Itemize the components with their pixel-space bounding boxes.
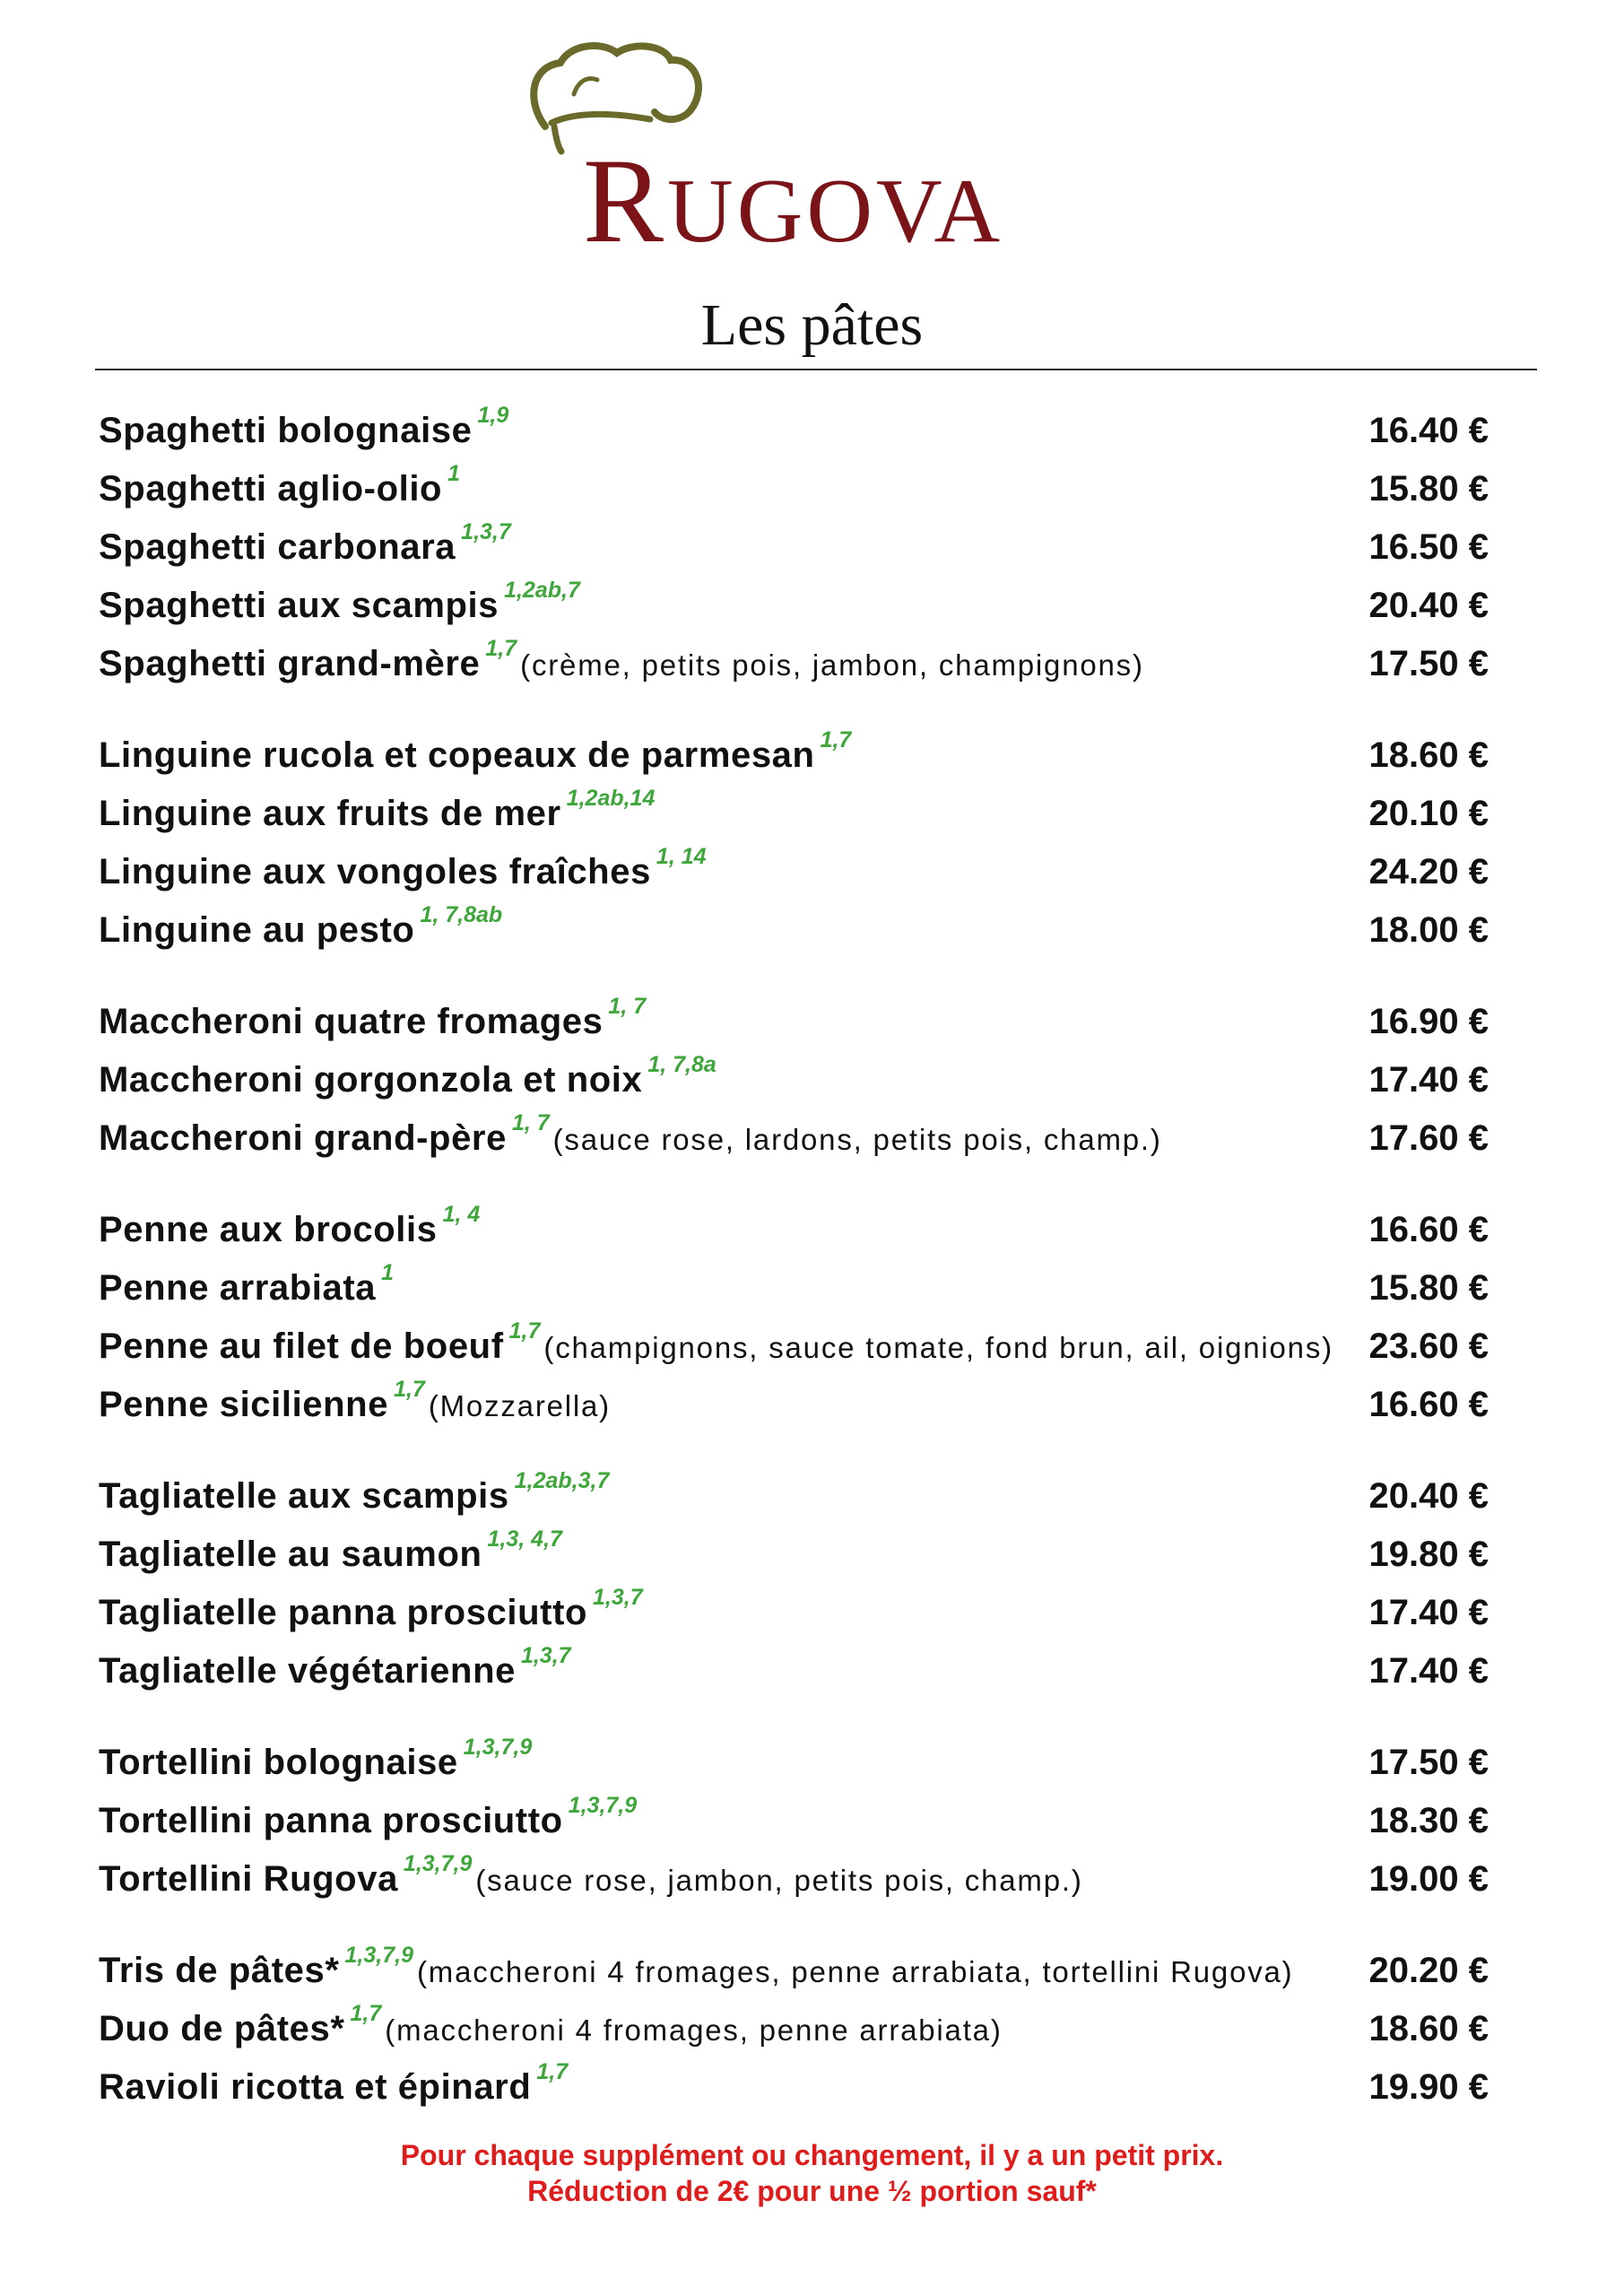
dish-name: Maccheroni gorgonzola et noix bbox=[99, 1060, 643, 1100]
menu-item bbox=[99, 1201, 1489, 1259]
menu-list bbox=[99, 402, 1489, 2150]
dish-name: Linguine aux vongoles fraîches bbox=[99, 852, 651, 891]
menu-item bbox=[99, 1734, 1489, 1792]
menu-group bbox=[99, 1201, 1489, 1434]
dish-description: (Mozzarella) bbox=[428, 1389, 611, 1422]
allergen-codes: 1,2ab,14 bbox=[566, 786, 656, 811]
menu-group bbox=[99, 993, 1489, 1168]
dish-price: 20.20 € bbox=[1368, 1951, 1489, 1990]
dish-name: Penne au filet de boeuf bbox=[99, 1326, 504, 1366]
dish-description: (sauce rose, jambon, petits pois, champ.) bbox=[475, 1864, 1083, 1897]
dish-price: 20.40 € bbox=[1368, 1476, 1489, 1516]
allergen-codes: 1, 14 bbox=[656, 844, 707, 869]
menu-item bbox=[99, 1584, 1489, 1642]
dish-name: Linguine rucola et copeaux de parmesan bbox=[99, 735, 815, 775]
allergen-codes: 1, 7,8ab bbox=[420, 902, 503, 927]
dish-name: Tortellini Rugova bbox=[99, 1859, 398, 1899]
dish-name: Spaghetti aglio-olio bbox=[99, 469, 443, 509]
allergen-codes: 1,9 bbox=[477, 403, 509, 428]
footer-note bbox=[0, 2137, 1624, 2209]
brand-logo bbox=[520, 40, 1112, 268]
dish-name: Tortellini bolognaise bbox=[99, 1743, 458, 1782]
allergen-codes: 1,2ab,7 bbox=[504, 578, 580, 603]
allergen-codes: 1,3,7,9 bbox=[568, 1793, 638, 1818]
allergen-codes: 1,7 bbox=[485, 636, 517, 661]
dish-price: 23.60 € bbox=[1368, 1326, 1489, 1366]
allergen-codes: 1,3,7 bbox=[520, 1643, 571, 1668]
dish-price: 16.60 € bbox=[1368, 1385, 1489, 1424]
footer-line-2: Réduction de 2€ pour une ½ portion sauf* bbox=[527, 2175, 1097, 2207]
menu-item bbox=[99, 1109, 1489, 1168]
dish-name: Ravioli ricotta et épinard bbox=[99, 2067, 532, 2107]
dish-price: 18.00 € bbox=[1368, 910, 1489, 950]
menu-group bbox=[99, 726, 1489, 960]
allergen-codes: 1,7 bbox=[508, 1318, 541, 1344]
dish-price: 16.90 € bbox=[1368, 1002, 1489, 1041]
dish-name: Spaghetti aux scampis bbox=[99, 586, 499, 625]
menu-item bbox=[99, 901, 1489, 960]
dish-price: 17.40 € bbox=[1368, 1060, 1489, 1100]
dish-price: 16.40 € bbox=[1368, 411, 1489, 450]
allergen-codes: 1,3, 4,7 bbox=[487, 1526, 562, 1552]
allergen-codes: 1,3,7,9 bbox=[463, 1735, 533, 1760]
dish-description: (crème, petits pois, jambon, champignons) bbox=[520, 648, 1144, 682]
dish-name: Linguine aux fruits de mer bbox=[99, 794, 561, 833]
dish-price: 18.60 € bbox=[1368, 2009, 1489, 2048]
dish-name: Penne aux brocolis bbox=[99, 1210, 438, 1249]
dish-price: 24.20 € bbox=[1368, 852, 1489, 891]
menu-item bbox=[99, 2058, 1489, 2117]
menu-item bbox=[99, 1850, 1489, 1909]
menu-item bbox=[99, 1259, 1489, 1318]
dish-name: Penne sicilienne bbox=[99, 1385, 389, 1424]
allergen-codes: 1,2ab,3,7 bbox=[514, 1468, 610, 1493]
menu-group bbox=[99, 402, 1489, 693]
menu-item bbox=[99, 460, 1489, 518]
allergen-codes: 1, 7 bbox=[511, 1110, 550, 1135]
menu-item bbox=[99, 785, 1489, 843]
dish-name: Maccheroni grand-père bbox=[99, 1118, 507, 1158]
menu-item bbox=[99, 726, 1489, 785]
dish-name: Linguine au pesto bbox=[99, 910, 415, 950]
allergen-codes: 1,7 bbox=[394, 1377, 425, 1402]
dish-price: 17.40 € bbox=[1368, 1651, 1489, 1691]
dish-name: Penne arrabiata bbox=[99, 1268, 377, 1308]
menu-item bbox=[99, 635, 1489, 693]
dish-price: 18.60 € bbox=[1368, 735, 1489, 775]
dish-name: Tagliatelle au saumon bbox=[99, 1535, 482, 1574]
allergen-codes: 1,3,7 bbox=[461, 519, 511, 544]
dish-price: 17.60 € bbox=[1368, 1118, 1489, 1158]
dish-description: (champignons, sauce tomate, fond brun, ail, oignions) bbox=[543, 1331, 1333, 1364]
dish-price: 16.50 € bbox=[1368, 527, 1489, 567]
menu-item bbox=[99, 577, 1489, 635]
allergen-codes: 1, 7,8a bbox=[647, 1052, 716, 1077]
dish-description: (maccheroni 4 fromages, penne arrabiata) bbox=[385, 2013, 1003, 2047]
dish-name: Duo de pâtes* bbox=[99, 2009, 345, 2048]
dish-name: Tortellini panna prosciutto bbox=[99, 1801, 563, 1840]
dish-name: Tagliatelle végétarienne bbox=[99, 1651, 516, 1691]
dish-price: 19.90 € bbox=[1368, 2067, 1489, 2107]
dish-name: Tris de pâtes* bbox=[99, 1951, 340, 1990]
title-divider bbox=[95, 369, 1537, 370]
menu-item bbox=[99, 2000, 1489, 2058]
menu-item bbox=[99, 1318, 1489, 1376]
allergen-codes: 1 bbox=[447, 461, 460, 486]
allergen-codes: 1,7 bbox=[820, 727, 852, 752]
menu-item bbox=[99, 1467, 1489, 1526]
menu-item bbox=[99, 1942, 1489, 2000]
dish-price: 15.80 € bbox=[1368, 469, 1489, 509]
menu-group bbox=[99, 1942, 1489, 2117]
allergen-codes: 1 bbox=[381, 1260, 395, 1285]
menu-item bbox=[99, 843, 1489, 901]
dish-name: Maccheroni quatre fromages bbox=[99, 1002, 604, 1041]
dish-price: 16.60 € bbox=[1368, 1210, 1489, 1249]
dish-description: (maccheroni 4 fromages, penne arrabiata, tortellini Rugova) bbox=[416, 1955, 1294, 1988]
dish-price: 19.00 € bbox=[1368, 1859, 1489, 1899]
dish-price: 19.80 € bbox=[1368, 1535, 1489, 1574]
dish-price: 17.50 € bbox=[1368, 1743, 1489, 1782]
dish-name: Spaghetti grand-mère bbox=[99, 644, 481, 683]
dish-name: Tagliatelle aux scampis bbox=[99, 1476, 509, 1516]
dish-name: Tagliatelle panna prosciutto bbox=[99, 1593, 588, 1632]
dish-name: Spaghetti bolognaise bbox=[99, 411, 473, 450]
dish-price: 17.50 € bbox=[1368, 644, 1489, 683]
allergen-codes: 1,3,7 bbox=[593, 1585, 643, 1610]
dish-price: 17.40 € bbox=[1368, 1593, 1489, 1632]
menu-item bbox=[99, 1051, 1489, 1109]
menu-group bbox=[99, 1734, 1489, 1909]
dish-price: 20.10 € bbox=[1368, 794, 1489, 833]
allergen-codes: 1,3,7,9 bbox=[344, 1943, 413, 1968]
dish-price: 18.30 € bbox=[1368, 1801, 1489, 1840]
menu-item bbox=[99, 1526, 1489, 1584]
page-title: Les pâtes bbox=[700, 292, 924, 358]
menu-item bbox=[99, 993, 1489, 1051]
brand-name: RUGOVA bbox=[583, 135, 1004, 268]
allergen-codes: 1,7 bbox=[350, 2001, 382, 2026]
menu-item bbox=[99, 1792, 1489, 1850]
menu-group bbox=[99, 1467, 1489, 1700]
menu-item bbox=[99, 1376, 1489, 1434]
dish-name: Spaghetti carbonara bbox=[99, 527, 456, 567]
allergen-codes: 1,3,7,9 bbox=[403, 1851, 473, 1876]
allergen-codes: 1,7 bbox=[536, 2059, 569, 2084]
menu-item bbox=[99, 1642, 1489, 1700]
allergen-codes: 1, 4 bbox=[442, 1202, 481, 1227]
allergen-codes: 1, 7 bbox=[608, 994, 647, 1019]
dish-price: 20.40 € bbox=[1368, 586, 1489, 625]
dish-price: 15.80 € bbox=[1368, 1268, 1489, 1308]
menu-item bbox=[99, 402, 1489, 460]
footer-line-1: Pour chaque supplément ou changement, il y a un petit prix. bbox=[400, 2139, 1224, 2171]
dish-description: (sauce rose, lardons, petits pois, champ.) bbox=[552, 1123, 1162, 1156]
menu-item bbox=[99, 518, 1489, 577]
